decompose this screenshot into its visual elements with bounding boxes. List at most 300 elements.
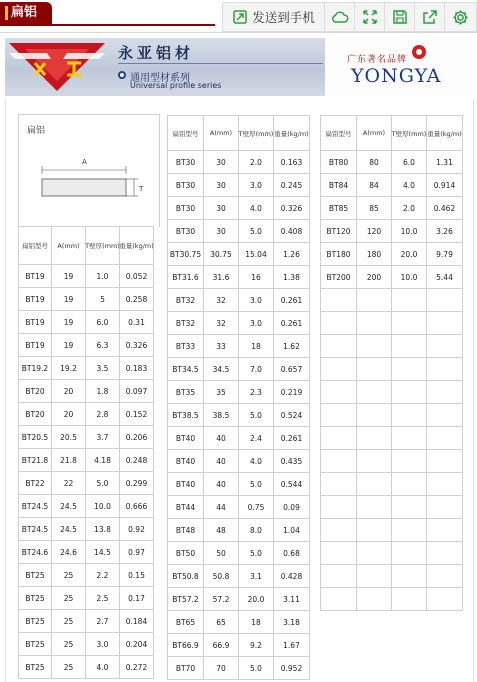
table-cell: 65 xyxy=(204,611,239,634)
table-cell: 19 xyxy=(52,311,86,334)
share-button[interactable] xyxy=(415,3,445,31)
send-to-phone-label: 发送到手机 xyxy=(252,10,315,25)
table-cell: 0.75 xyxy=(239,496,274,519)
table-row xyxy=(19,449,154,472)
table-cell: BT19 xyxy=(19,265,52,288)
table-cell: 200 xyxy=(357,266,392,289)
table-cell: 16 xyxy=(239,266,274,289)
empty-cell xyxy=(357,542,392,565)
table-row xyxy=(19,656,154,679)
table-row xyxy=(19,518,154,541)
empty-cell xyxy=(321,427,357,450)
table-cell: 2.0 xyxy=(239,151,274,174)
table-row xyxy=(19,265,154,288)
cloud-button[interactable] xyxy=(325,3,355,31)
table-cell: 24.6 xyxy=(52,541,86,564)
section-title: 扁铝 xyxy=(27,126,46,136)
empty-cell xyxy=(357,519,392,542)
table-cell: 0.666 xyxy=(120,495,154,518)
send-to-phone-button[interactable] xyxy=(223,3,325,31)
table-cell: BT65 xyxy=(168,611,204,634)
empty-cell xyxy=(321,381,357,404)
empty-cell xyxy=(357,473,392,496)
empty-row xyxy=(321,519,463,542)
empty-row xyxy=(321,588,463,611)
settings-button[interactable] xyxy=(445,3,475,31)
table-cell: 0.258 xyxy=(120,288,154,311)
empty-cell xyxy=(427,427,463,450)
table-cell: 18 xyxy=(239,611,274,634)
table-cell: 19 xyxy=(52,265,86,288)
column-header: 重量(kg/m) xyxy=(120,227,154,265)
table-cell: 2.5 xyxy=(86,587,120,610)
table-cell: 32 xyxy=(204,312,239,335)
table-cell: BT35 xyxy=(168,381,204,404)
table-row xyxy=(168,496,310,519)
cloud-icon xyxy=(331,10,349,24)
table-row xyxy=(321,151,463,174)
table-cell: 0.97 xyxy=(120,541,154,564)
table-cell: 0.052 xyxy=(120,265,154,288)
empty-row xyxy=(321,427,463,450)
table-cell: BT22 xyxy=(19,472,52,495)
table-cell: 5.0 xyxy=(239,542,274,565)
table-row xyxy=(19,380,154,403)
table-cell: 4.0 xyxy=(392,174,427,197)
series-title-cn: 通用型材系列 xyxy=(130,73,190,84)
table-row xyxy=(168,427,310,450)
empty-cell xyxy=(321,335,357,358)
table-cell: 22 xyxy=(52,472,86,495)
table-cell: 0.163 xyxy=(274,151,310,174)
table-cell: BT50.8 xyxy=(168,565,204,588)
table-row xyxy=(168,335,310,358)
table-cell: BT80 xyxy=(321,151,357,174)
table-cell: 1.67 xyxy=(274,634,310,657)
table-cell: BT32 xyxy=(168,312,204,335)
table-cell: 0.68 xyxy=(274,542,310,565)
table-cell: 0.152 xyxy=(120,403,154,426)
fullscreen-button[interactable] xyxy=(355,3,385,31)
dimension-a-label: A xyxy=(82,158,87,166)
table-cell: 30 xyxy=(204,220,239,243)
table-cell: 20 xyxy=(52,403,86,426)
table-cell: BT70 xyxy=(168,657,204,680)
save-icon xyxy=(392,9,408,25)
table-cell: 5.0 xyxy=(239,473,274,496)
tab-underline xyxy=(0,24,215,26)
table-cell: 24.5 xyxy=(52,518,86,541)
column-header: T壁厚(mm) xyxy=(239,116,274,151)
table-cell: 5.44 xyxy=(427,266,463,289)
empty-cell xyxy=(392,381,427,404)
table-cell: 20.0 xyxy=(239,588,274,611)
table-cell: 21.8 xyxy=(52,449,86,472)
table-cell: 0.245 xyxy=(274,174,310,197)
brand-header xyxy=(5,38,474,96)
table-cell: 50.8 xyxy=(204,565,239,588)
table-cell: BT40 xyxy=(168,427,204,450)
empty-cell xyxy=(357,381,392,404)
table-cell: 3.18 xyxy=(274,611,310,634)
table-row xyxy=(168,519,310,542)
table-cell: 0.184 xyxy=(120,610,154,633)
table-cell: 3.7 xyxy=(86,426,120,449)
spec-table-middle xyxy=(167,115,310,680)
table-cell: 1.04 xyxy=(274,519,310,542)
table-cell: BT25 xyxy=(19,587,52,610)
table-cell: 8.0 xyxy=(239,519,274,542)
table-cell: 20.5 xyxy=(52,426,86,449)
empty-row xyxy=(321,335,463,358)
table-cell: BT24.5 xyxy=(19,518,52,541)
table-cell: 14.5 xyxy=(86,541,120,564)
brand-name-en: YONGYA xyxy=(351,65,442,87)
yongya-logo xyxy=(7,41,107,96)
empty-cell xyxy=(392,427,427,450)
table-cell: 1.62 xyxy=(274,335,310,358)
table-row xyxy=(19,472,154,495)
table-row xyxy=(168,358,310,381)
table-cell: 38.5 xyxy=(204,404,239,427)
table-cell: 84 xyxy=(357,174,392,197)
table-cell: 0.326 xyxy=(274,197,310,220)
table-cell: 80 xyxy=(357,151,392,174)
table-row xyxy=(321,243,463,266)
table-cell: 9.2 xyxy=(239,634,274,657)
table-cell: 9.79 xyxy=(427,243,463,266)
table-cell: 33 xyxy=(204,335,239,358)
send-to-phone-icon xyxy=(232,9,248,25)
table-cell: 5.0 xyxy=(239,220,274,243)
series-title-en: Universal profile series xyxy=(130,81,222,90)
empty-cell xyxy=(427,312,463,335)
table-row xyxy=(168,266,310,289)
empty-cell xyxy=(427,450,463,473)
table-row xyxy=(19,426,154,449)
table-cell: 66.9 xyxy=(204,634,239,657)
series-bullet-icon xyxy=(118,71,126,79)
empty-cell xyxy=(427,358,463,381)
table-cell: BT32 xyxy=(168,289,204,312)
table-cell: 18 xyxy=(239,335,274,358)
table-cell: BT57.2 xyxy=(168,588,204,611)
table-cell: 6.0 xyxy=(86,311,120,334)
famous-brand-stamp-icon xyxy=(412,45,426,59)
column-header: 重量(kg/m) xyxy=(427,116,463,151)
table-cell: BT19 xyxy=(19,311,52,334)
table-cell: BT50 xyxy=(168,542,204,565)
table-row xyxy=(168,151,310,174)
table-row xyxy=(168,381,310,404)
table-cell: 0.657 xyxy=(274,358,310,381)
spec-table-right xyxy=(320,115,463,611)
empty-cell xyxy=(357,404,392,427)
table-cell: 120 xyxy=(357,220,392,243)
table-cell: 30 xyxy=(204,151,239,174)
empty-row xyxy=(321,381,463,404)
table-row xyxy=(168,289,310,312)
table-row xyxy=(19,357,154,380)
empty-cell xyxy=(392,496,427,519)
table-cell: 25 xyxy=(52,564,86,587)
empty-cell xyxy=(321,542,357,565)
column-header: A(mm) xyxy=(204,116,239,151)
table-cell: BT85 xyxy=(321,197,357,220)
table-cell: 0.299 xyxy=(120,472,154,495)
table-cell: BT30 xyxy=(168,197,204,220)
table-cell: 35 xyxy=(204,381,239,404)
table-cell: 15.04 xyxy=(239,243,274,266)
table-row xyxy=(321,197,463,220)
table-cell: 0.261 xyxy=(274,312,310,335)
table-row xyxy=(321,266,463,289)
table-cell: BT21.8 xyxy=(19,449,52,472)
empty-cell xyxy=(321,289,357,312)
table-row xyxy=(19,610,154,633)
table-cell: 0.09 xyxy=(274,496,310,519)
empty-cell xyxy=(392,542,427,565)
table-cell: BT40 xyxy=(168,473,204,496)
table-cell: 0.428 xyxy=(274,565,310,588)
table-cell: BT66.9 xyxy=(168,634,204,657)
table-cell: 32 xyxy=(204,289,239,312)
table-cell: BT19.2 xyxy=(19,357,52,380)
table-cell: 85 xyxy=(357,197,392,220)
empty-cell xyxy=(321,450,357,473)
table-cell: 0.524 xyxy=(274,404,310,427)
empty-cell xyxy=(427,588,463,611)
table-cell: BT19 xyxy=(19,288,52,311)
tab-title[interactable]: 扁铝 xyxy=(0,2,52,24)
table-cell: 3.5 xyxy=(86,357,120,380)
table-header-row xyxy=(168,116,310,151)
table-cell: 0.272 xyxy=(120,656,154,679)
empty-cell xyxy=(392,473,427,496)
empty-row xyxy=(321,450,463,473)
table-cell: 19 xyxy=(52,334,86,357)
empty-cell xyxy=(357,289,392,312)
table-cell: 0.15 xyxy=(120,564,154,587)
save-button[interactable] xyxy=(385,3,415,31)
table-cell: 13.8 xyxy=(86,518,120,541)
empty-cell xyxy=(427,565,463,588)
table-row xyxy=(19,633,154,656)
product-spec-content xyxy=(5,99,474,682)
table-row xyxy=(168,565,310,588)
table-row xyxy=(19,564,154,587)
empty-row xyxy=(321,358,463,381)
empty-cell xyxy=(321,588,357,611)
table-cell: 4.18 xyxy=(86,449,120,472)
table-cell: 1.26 xyxy=(274,243,310,266)
empty-cell xyxy=(357,427,392,450)
empty-cell xyxy=(321,312,357,335)
table-cell: 2.8 xyxy=(86,403,120,426)
table-cell: 10.0 xyxy=(86,495,120,518)
empty-cell xyxy=(357,358,392,381)
table-cell: 0.261 xyxy=(274,427,310,450)
table-cell: BT30 xyxy=(168,174,204,197)
table-cell: 0.248 xyxy=(120,449,154,472)
empty-cell xyxy=(427,381,463,404)
profile-drawing xyxy=(18,114,160,227)
table-row xyxy=(168,197,310,220)
table-cell: 30 xyxy=(204,174,239,197)
table-cell: 20 xyxy=(52,380,86,403)
spec-table-left xyxy=(18,226,154,679)
table-cell: BT180 xyxy=(321,243,357,266)
table-row xyxy=(19,288,154,311)
table-cell: 10.0 xyxy=(392,220,427,243)
table-cell: 3.11 xyxy=(274,588,310,611)
table-row xyxy=(168,312,310,335)
empty-cell xyxy=(392,335,427,358)
empty-cell xyxy=(357,565,392,588)
table-cell: 30.75 xyxy=(204,243,239,266)
table-cell: BT25 xyxy=(19,656,52,679)
divider xyxy=(118,63,323,64)
table-row xyxy=(321,220,463,243)
table-cell: BT31.6 xyxy=(168,266,204,289)
table-cell: 1.38 xyxy=(274,266,310,289)
table-cell: 40 xyxy=(204,450,239,473)
empty-row xyxy=(321,312,463,335)
table-row xyxy=(19,403,154,426)
empty-cell xyxy=(427,473,463,496)
table-row xyxy=(168,588,310,611)
table-header-row xyxy=(321,116,463,151)
table-cell: 40 xyxy=(204,427,239,450)
table-cell: 0.219 xyxy=(274,381,310,404)
flat-bar-diagram xyxy=(19,115,161,228)
table-row xyxy=(168,404,310,427)
empty-row xyxy=(321,565,463,588)
table-cell: 0.435 xyxy=(274,450,310,473)
table-cell: 0.183 xyxy=(120,357,154,380)
table-cell: 5.0 xyxy=(239,657,274,680)
table-cell: 0.408 xyxy=(274,220,310,243)
table-cell: BT19 xyxy=(19,334,52,357)
table-cell: 3.0 xyxy=(239,312,274,335)
table-cell: 57.2 xyxy=(204,588,239,611)
table-cell: 5.0 xyxy=(239,404,274,427)
column-header: 扁铝型号 xyxy=(168,116,204,151)
table-cell: 50 xyxy=(204,542,239,565)
table-cell: BT84 xyxy=(321,174,357,197)
table-cell: BT30 xyxy=(168,151,204,174)
table-row xyxy=(168,542,310,565)
empty-cell xyxy=(392,588,427,611)
table-cell: 180 xyxy=(357,243,392,266)
table-cell: BT33 xyxy=(168,335,204,358)
table-cell: 25 xyxy=(52,656,86,679)
table-cell: BT24.6 xyxy=(19,541,52,564)
table-row xyxy=(19,334,154,357)
column-header: 扁铝型号 xyxy=(321,116,357,151)
column-header: A(mm) xyxy=(357,116,392,151)
table-cell: 30 xyxy=(204,197,239,220)
table-cell: BT38.5 xyxy=(168,404,204,427)
table-cell: 25 xyxy=(52,633,86,656)
table-cell: BT25 xyxy=(19,633,52,656)
table-cell: BT30 xyxy=(168,220,204,243)
column-header: 重量(kg/m) xyxy=(274,116,310,151)
empty-cell xyxy=(392,519,427,542)
table-cell: 2.3 xyxy=(239,381,274,404)
dimension-t-label: T xyxy=(139,185,144,193)
table-cell: 40 xyxy=(204,473,239,496)
column-header: T壁厚(mm) xyxy=(392,116,427,151)
table-row xyxy=(19,541,154,564)
table-cell: 3.0 xyxy=(239,289,274,312)
table-cell: 4.0 xyxy=(86,656,120,679)
empty-cell xyxy=(357,496,392,519)
table-cell: 1.0 xyxy=(86,265,120,288)
empty-cell xyxy=(321,473,357,496)
empty-row xyxy=(321,404,463,427)
empty-cell xyxy=(427,542,463,565)
table-cell: BT20 xyxy=(19,403,52,426)
top-bar xyxy=(0,0,477,33)
empty-row xyxy=(321,496,463,519)
table-cell: BT20 xyxy=(19,380,52,403)
table-cell: 0.544 xyxy=(274,473,310,496)
table-cell: 31.6 xyxy=(204,266,239,289)
table-cell: 25 xyxy=(52,587,86,610)
table-cell: 0.097 xyxy=(120,380,154,403)
table-cell: BT20.5 xyxy=(19,426,52,449)
empty-cell xyxy=(357,335,392,358)
table-cell: BT34.5 xyxy=(168,358,204,381)
table-cell: BT25 xyxy=(19,564,52,587)
table-cell: 4.0 xyxy=(239,450,274,473)
table-row xyxy=(168,611,310,634)
empty-cell xyxy=(357,588,392,611)
empty-cell xyxy=(427,519,463,542)
table-cell: 19.2 xyxy=(52,357,86,380)
table-cell: 3.26 xyxy=(427,220,463,243)
empty-cell xyxy=(357,312,392,335)
column-header: 扁铝型号 xyxy=(19,227,52,265)
table-cell: 2.0 xyxy=(392,197,427,220)
table-row xyxy=(168,657,310,680)
famous-brand-text: 广东著名品牌 xyxy=(347,55,408,65)
empty-cell xyxy=(357,450,392,473)
expand-icon xyxy=(362,9,378,25)
table-cell: 2.7 xyxy=(86,610,120,633)
table-cell: 0.914 xyxy=(427,174,463,197)
table-cell: 0.261 xyxy=(274,289,310,312)
table-row xyxy=(19,311,154,334)
empty-cell xyxy=(392,565,427,588)
table-cell: 0.952 xyxy=(274,657,310,680)
table-header-row xyxy=(19,227,154,265)
empty-cell xyxy=(427,496,463,519)
table-cell: 44 xyxy=(204,496,239,519)
table-row xyxy=(321,174,463,197)
table-row xyxy=(168,473,310,496)
table-cell: BT48 xyxy=(168,519,204,542)
empty-cell xyxy=(321,404,357,427)
empty-cell xyxy=(392,289,427,312)
table-cell: 25 xyxy=(52,610,86,633)
table-row xyxy=(168,174,310,197)
empty-cell xyxy=(427,289,463,312)
table-cell: 5.0 xyxy=(86,472,120,495)
empty-cell xyxy=(321,358,357,381)
table-row xyxy=(19,495,154,518)
